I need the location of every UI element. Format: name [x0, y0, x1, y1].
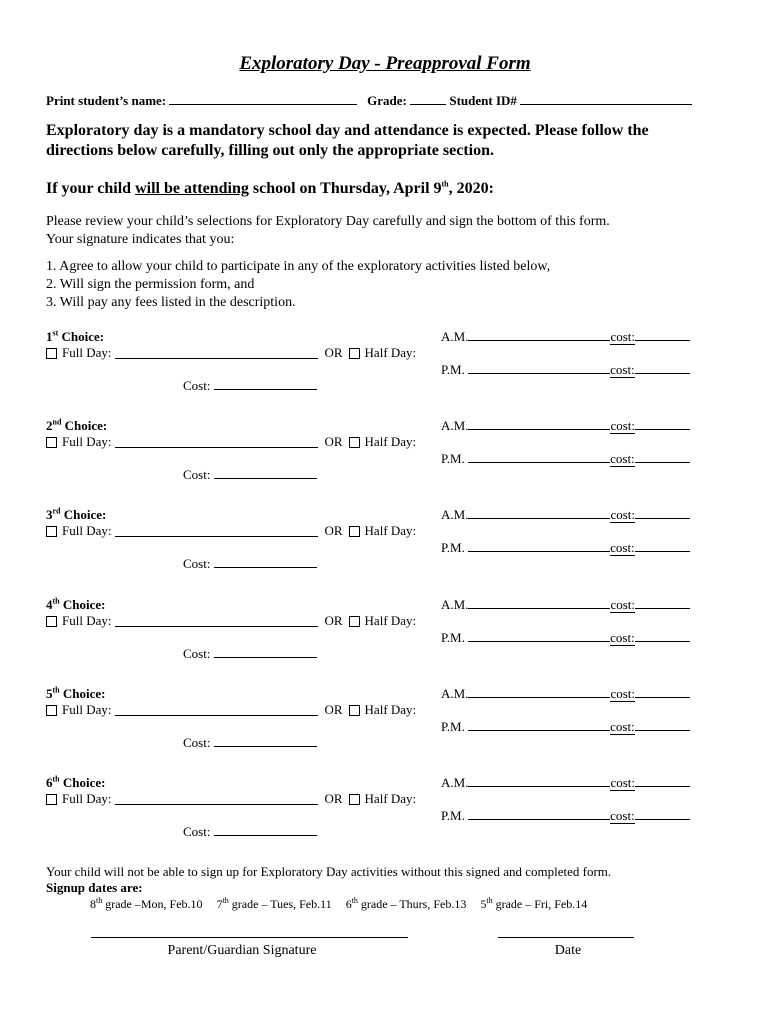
full-day-field[interactable]	[115, 615, 318, 627]
pm-cost-field[interactable]	[635, 719, 690, 731]
half-day-label: Half Day:	[364, 702, 417, 717]
full-day-field[interactable]	[115, 525, 318, 537]
attending-prefix: If your child	[46, 180, 136, 197]
cost-field[interactable]	[214, 646, 317, 658]
date-line[interactable]	[498, 937, 634, 938]
choice-label	[46, 507, 106, 523]
cost-row	[183, 646, 317, 662]
choice-label	[46, 775, 105, 791]
choice-word: Choice:	[59, 686, 106, 701]
cost-label: Cost:	[183, 378, 211, 393]
grade-sup: th	[351, 896, 358, 905]
grade-number: 6	[345, 897, 352, 911]
am-activity-field[interactable]	[468, 507, 610, 519]
pm-row	[441, 540, 690, 556]
intro-line: Exploratory day is a mandatory school day and attendance is expected. Please follow the	[46, 122, 649, 139]
grade-date-text: grade –Mon, Feb.10	[102, 897, 203, 911]
choice-word: Choice:	[60, 507, 107, 522]
cost-row	[183, 735, 317, 751]
cost-row	[183, 378, 317, 394]
or-label: OR	[324, 345, 343, 360]
grade-label: Grade:	[367, 93, 407, 108]
half-day-label: Half Day:	[364, 791, 417, 806]
half-day-checkbox[interactable]	[349, 526, 360, 537]
cost-label: Cost:	[183, 556, 211, 571]
half-day-label: Half Day:	[364, 613, 417, 628]
am-label: A.M.	[441, 507, 469, 522]
choice-sup: th	[52, 685, 60, 695]
choice-sup: th	[52, 596, 60, 606]
grade-sup: th	[222, 896, 229, 905]
pm-cost-label: cost:	[610, 630, 635, 645]
signup-date	[217, 897, 332, 911]
am-cost-field[interactable]	[635, 597, 690, 609]
or-label: OR	[324, 613, 343, 628]
half-day-label: Half Day:	[364, 345, 417, 360]
am-activity-field[interactable]	[468, 686, 610, 698]
am-row	[441, 507, 690, 523]
choice-sup: th	[52, 774, 60, 784]
pm-cost-label: cost:	[610, 451, 635, 466]
full-day-field[interactable]	[115, 704, 318, 716]
review-line: Please review your child’s selections for Exploratory Day carefully and sign the bottom of this form.	[46, 214, 610, 229]
full-day-field[interactable]	[115, 793, 318, 805]
or-label: OR	[324, 702, 343, 717]
choice-sup: st	[52, 328, 59, 338]
cost-field[interactable]	[214, 556, 317, 568]
grade-date-text: grade – Tues, Feb.11	[228, 897, 332, 911]
signup-dates	[90, 897, 601, 912]
pm-cost-field[interactable]	[635, 362, 690, 374]
cost-label: Cost:	[183, 735, 211, 750]
agreement-list	[46, 258, 550, 312]
am-row	[441, 418, 690, 434]
half-day-checkbox[interactable]	[349, 794, 360, 805]
pm-row	[441, 451, 690, 467]
student-name-field[interactable]	[169, 93, 357, 105]
attending-suffix: , 2020:	[448, 180, 494, 197]
cost-row	[183, 467, 317, 483]
choice-label	[46, 329, 104, 345]
full-day-label: Full Day:	[62, 702, 112, 717]
attending-heading	[46, 180, 494, 198]
pm-activity-field[interactable]	[468, 808, 610, 820]
am-label: A.M.	[441, 329, 469, 344]
choice-number: 4	[46, 597, 53, 612]
choice-word: Choice:	[61, 418, 108, 433]
full-day-label: Full Day:	[62, 434, 112, 449]
half-day-checkbox[interactable]	[349, 437, 360, 448]
am-row	[441, 597, 690, 613]
cost-row	[183, 824, 317, 840]
or-label: OR	[324, 523, 343, 538]
choice-label	[46, 418, 107, 434]
cost-label: Cost:	[183, 646, 211, 661]
half-day-label: Half Day:	[364, 523, 417, 538]
choice-day-row	[46, 434, 416, 450]
pm-row	[441, 630, 690, 646]
am-cost-field[interactable]	[635, 418, 690, 430]
agreement-item: 3. Will pay any fees listed in the description.	[46, 295, 296, 310]
choice-word: Choice:	[59, 597, 106, 612]
cost-row	[183, 556, 317, 572]
pm-row	[441, 808, 690, 824]
am-cost-label: cost:	[610, 686, 636, 701]
pm-label: P.M.	[441, 630, 465, 645]
half-day-checkbox[interactable]	[349, 705, 360, 716]
intro-paragraph	[46, 121, 649, 161]
signature-line[interactable]	[91, 937, 408, 938]
intro-line: directions below carefully, filling out only the appropriate section.	[46, 142, 494, 159]
full-day-field[interactable]	[115, 347, 318, 359]
half-day-checkbox[interactable]	[349, 616, 360, 627]
cost-field[interactable]	[214, 467, 317, 479]
grade-number: 5	[480, 897, 487, 911]
pm-activity-field[interactable]	[468, 719, 610, 731]
am-activity-field[interactable]	[468, 597, 610, 609]
grade-sup: th	[486, 896, 493, 905]
choice-sup: nd	[52, 417, 62, 427]
pm-activity-field[interactable]	[468, 451, 610, 463]
am-label: A.M.	[441, 597, 469, 612]
choice-word: Choice:	[59, 775, 106, 790]
am-row	[441, 686, 690, 702]
student-name-label: Print student’s name:	[46, 93, 167, 108]
am-label: A.M.	[441, 686, 469, 701]
signature-label: Parent/Guardian Signature	[167, 943, 317, 958]
pm-cost-field[interactable]	[635, 630, 690, 642]
review-line: Your signature indicates that you:	[46, 232, 235, 247]
am-cost-field[interactable]	[635, 329, 690, 341]
pm-label: P.M.	[441, 451, 465, 466]
am-label: A.M.	[441, 418, 469, 433]
choice-day-row	[46, 345, 416, 361]
pm-cost-field[interactable]	[635, 540, 690, 552]
signup-date	[346, 897, 467, 911]
cost-label: Cost:	[183, 824, 211, 839]
pm-label: P.M.	[441, 540, 465, 555]
am-row	[441, 329, 690, 345]
pm-cost-field[interactable]	[635, 808, 690, 820]
grade-sup: th	[96, 896, 103, 905]
attending-sup: th	[441, 179, 449, 189]
footer-note: Your child will not be able to sign up for Exploratory Day activities without this signed and completed form.	[46, 864, 612, 879]
signup-date	[480, 897, 587, 911]
am-activity-field[interactable]	[468, 329, 610, 341]
half-day-label: Half Day:	[364, 434, 417, 449]
cost-field[interactable]	[214, 735, 317, 747]
grade-field[interactable]	[410, 93, 446, 105]
am-cost-label: cost:	[610, 775, 636, 790]
pm-cost-label: cost:	[610, 540, 635, 555]
pm-label: P.M.	[441, 719, 465, 734]
am-activity-field[interactable]	[468, 418, 610, 430]
full-day-checkbox[interactable]	[46, 526, 57, 537]
grade-number: 8	[90, 897, 96, 911]
choice-number: 6	[46, 775, 53, 790]
pm-row	[441, 719, 690, 735]
am-cost-field[interactable]	[635, 686, 690, 698]
agreement-item: 2. Will sign the permission form, and	[46, 277, 255, 292]
attending-middle: school on Thursday, April 9	[248, 180, 442, 197]
grade-date-text: grade – Thurs, Feb.13	[357, 897, 467, 911]
pm-label: P.M.	[441, 362, 465, 377]
or-label: OR	[324, 434, 343, 449]
pm-activity-field[interactable]	[468, 362, 610, 374]
half-day-checkbox[interactable]	[349, 348, 360, 359]
or-label: OR	[324, 791, 343, 806]
choice-number: 1	[46, 329, 53, 344]
pm-cost-field[interactable]	[635, 451, 690, 463]
am-cost-label: cost:	[610, 507, 636, 522]
choice-label	[46, 686, 105, 702]
full-day-checkbox[interactable]	[46, 437, 57, 448]
signup-label: Signup dates are:	[46, 880, 143, 895]
am-row	[441, 775, 690, 791]
student-id-field[interactable]	[520, 93, 692, 105]
student-info-row	[46, 93, 692, 109]
am-label: A.M.	[441, 775, 469, 790]
pm-row	[441, 362, 690, 378]
am-cost-field[interactable]	[635, 775, 690, 787]
am-cost-label: cost:	[610, 329, 636, 344]
full-day-label: Full Day:	[62, 523, 112, 538]
choice-word: Choice:	[58, 329, 105, 344]
pm-activity-field[interactable]	[468, 630, 610, 642]
full-day-checkbox[interactable]	[46, 705, 57, 716]
pm-activity-field[interactable]	[468, 540, 610, 552]
attending-emphasis: will be attending	[135, 180, 249, 197]
am-cost-label: cost:	[610, 597, 636, 612]
am-cost-field[interactable]	[635, 507, 690, 519]
pm-label: P.M.	[441, 808, 465, 823]
choice-sup: rd	[52, 506, 61, 516]
full-day-field[interactable]	[115, 436, 318, 448]
agreement-item: 1. Agree to allow your child to participate in any of the exploratory activities listed below,	[46, 259, 551, 274]
cost-field[interactable]	[214, 824, 317, 836]
choice-number: 5	[46, 686, 53, 701]
pm-cost-label: cost:	[610, 719, 635, 734]
full-day-label: Full Day:	[62, 613, 112, 628]
pm-cost-label: cost:	[610, 362, 635, 377]
full-day-checkbox[interactable]	[46, 616, 57, 627]
choice-number: 2	[46, 418, 53, 433]
grade-date-text: grade – Fri, Feb.14	[492, 897, 588, 911]
am-cost-label: cost:	[610, 418, 636, 433]
full-day-checkbox[interactable]	[46, 348, 57, 359]
cost-field[interactable]	[214, 378, 317, 390]
pm-cost-label: cost:	[610, 808, 635, 823]
date-label: Date	[554, 943, 582, 958]
choice-day-row	[46, 523, 416, 539]
grade-number: 7	[216, 897, 223, 911]
signup-date	[90, 897, 203, 911]
student-id-label: Student ID#	[449, 93, 517, 108]
review-paragraph	[46, 213, 610, 249]
full-day-checkbox[interactable]	[46, 794, 57, 805]
choice-day-row	[46, 702, 416, 718]
form-title: Exploratory Day - Preapproval Form	[239, 53, 531, 74]
choice-day-row	[46, 791, 416, 807]
choice-label	[46, 597, 105, 613]
full-day-label: Full Day:	[62, 345, 112, 360]
cost-label: Cost:	[183, 467, 211, 482]
choice-number: 3	[46, 507, 53, 522]
am-activity-field[interactable]	[468, 775, 610, 787]
choice-day-row	[46, 613, 416, 629]
full-day-label: Full Day:	[62, 791, 112, 806]
